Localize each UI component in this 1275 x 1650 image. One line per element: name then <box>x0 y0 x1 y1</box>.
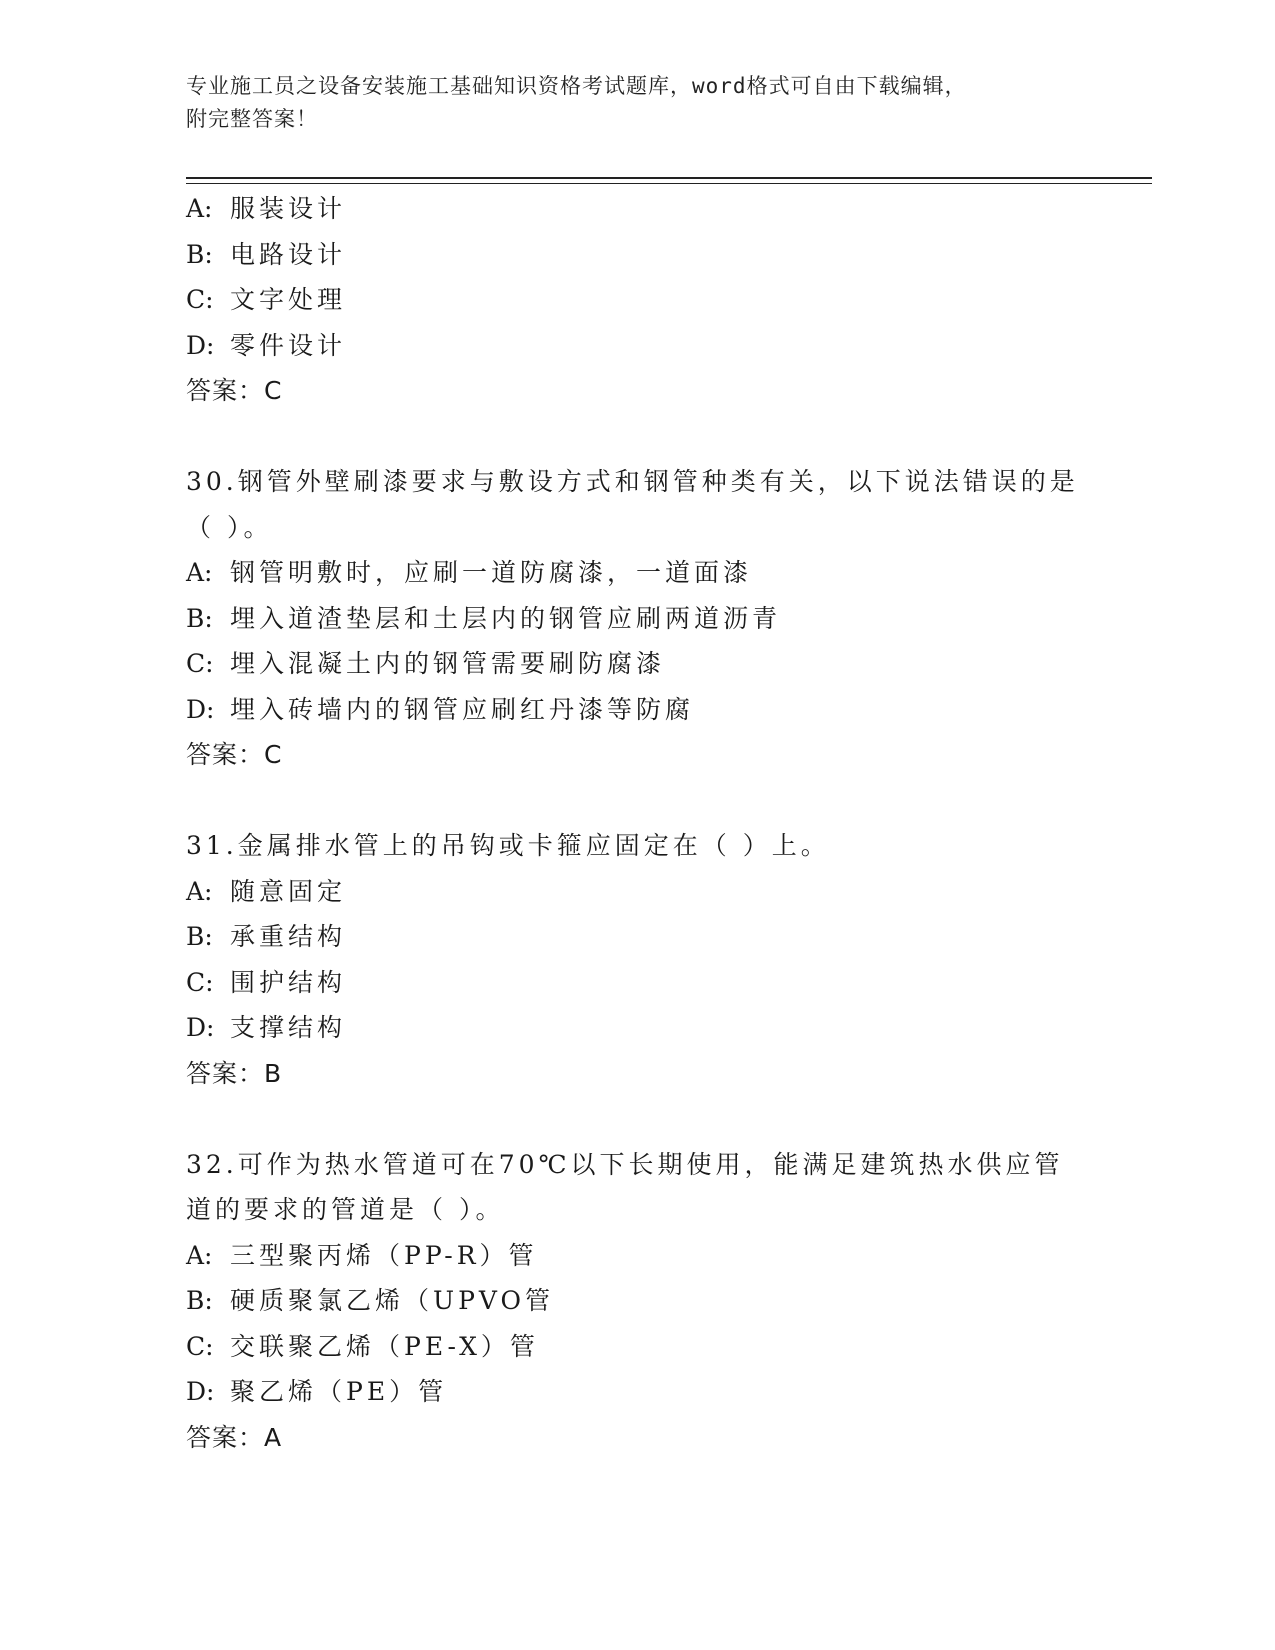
option-text: 围护结构 <box>230 967 347 997</box>
option-label: B: <box>186 922 213 951</box>
option-label: B: <box>186 1286 213 1315</box>
option-text: 三型聚丙烯（PP-R）管 <box>230 1240 538 1270</box>
option-a <box>186 186 1086 232</box>
option-text: 钢管明敷时，应刷一道防腐漆，一道面漆 <box>230 558 753 587</box>
header-line-2: 附完整答案！ <box>186 107 318 131</box>
answer: 答案：B <box>186 1058 283 1088</box>
header-divider-thin <box>186 183 1152 184</box>
option-label: B: <box>186 603 213 633</box>
option-text: 埋入混凝土内的钢管需要刷防腐漆 <box>230 649 666 678</box>
option-label: A: <box>186 1240 213 1270</box>
option-text: 文字处理 <box>230 285 347 314</box>
question-stem: 32.可作为热水管道可在70℃以下长期使用，能满足建筑热水供应管道的要求的管道是（ ）。 <box>186 1149 1064 1224</box>
option-b <box>186 596 1086 642</box>
option-label: D: <box>186 1013 215 1042</box>
option-text: 电路设计 <box>230 239 347 269</box>
option-label: D: <box>186 330 215 360</box>
option-text: 交联聚乙烯（PE-X）管 <box>230 1331 539 1361</box>
option-label: A: <box>186 876 213 906</box>
option-c <box>186 960 1086 1006</box>
option-label: C: <box>186 1331 214 1361</box>
option-a <box>186 1233 1086 1279</box>
question-stem: 30.钢管外壁刷漆要求与敷设方式和钢管种类有关，以下说法错误的是（ ）。 <box>186 467 1079 542</box>
answer: 答案：A <box>186 1422 283 1452</box>
option-text: 埋入道渣垫层和土层内的钢管应刷两道沥青 <box>230 603 782 633</box>
option-text: 承重结构 <box>230 922 347 951</box>
header-line-1: 专业施工员之设备安装施工基础知识资格考试题库，word格式可自由下载编辑， <box>186 74 967 98</box>
question-30 <box>186 459 1086 778</box>
option-d <box>186 1369 1086 1415</box>
question-list <box>186 186 1086 1460</box>
question-31 <box>186 823 1086 1096</box>
option-c <box>186 1324 1086 1370</box>
option-text: 服装设计 <box>230 194 347 223</box>
option-a <box>186 869 1086 915</box>
header-divider-thick <box>186 177 1152 179</box>
option-text: 支撑结构 <box>230 1013 347 1042</box>
option-a <box>186 550 1086 596</box>
option-c <box>186 641 1086 687</box>
answer: 答案：C <box>186 376 283 405</box>
option-c <box>186 277 1086 323</box>
option-b <box>186 914 1086 960</box>
question-32 <box>186 1142 1086 1461</box>
answer: 答案：C <box>186 740 283 769</box>
option-d <box>186 323 1086 369</box>
question-stem: 31.金属排水管上的吊钩或卡箍应固定在（ ）上。 <box>186 831 830 860</box>
option-label: A: <box>186 194 213 223</box>
option-label: A: <box>186 558 213 587</box>
option-text: 聚乙烯（PE）管 <box>230 1377 448 1406</box>
option-label: D: <box>186 1377 215 1406</box>
option-label: C: <box>186 967 214 997</box>
question-29 <box>186 186 1086 414</box>
option-b <box>186 232 1086 278</box>
option-label: C: <box>186 649 214 678</box>
document-header <box>186 70 1066 136</box>
option-d <box>186 1005 1086 1051</box>
option-text: 埋入砖墙内的钢管应刷红丹漆等防腐 <box>230 694 695 724</box>
option-d <box>186 687 1086 733</box>
option-text: 零件设计 <box>230 330 347 360</box>
option-b <box>186 1278 1086 1324</box>
option-text: 随意固定 <box>230 876 347 906</box>
option-label: D: <box>186 694 215 724</box>
option-text: 硬质聚氯乙烯（UPVO管 <box>230 1286 555 1315</box>
option-label: B: <box>186 239 213 269</box>
option-label: C: <box>186 285 214 314</box>
